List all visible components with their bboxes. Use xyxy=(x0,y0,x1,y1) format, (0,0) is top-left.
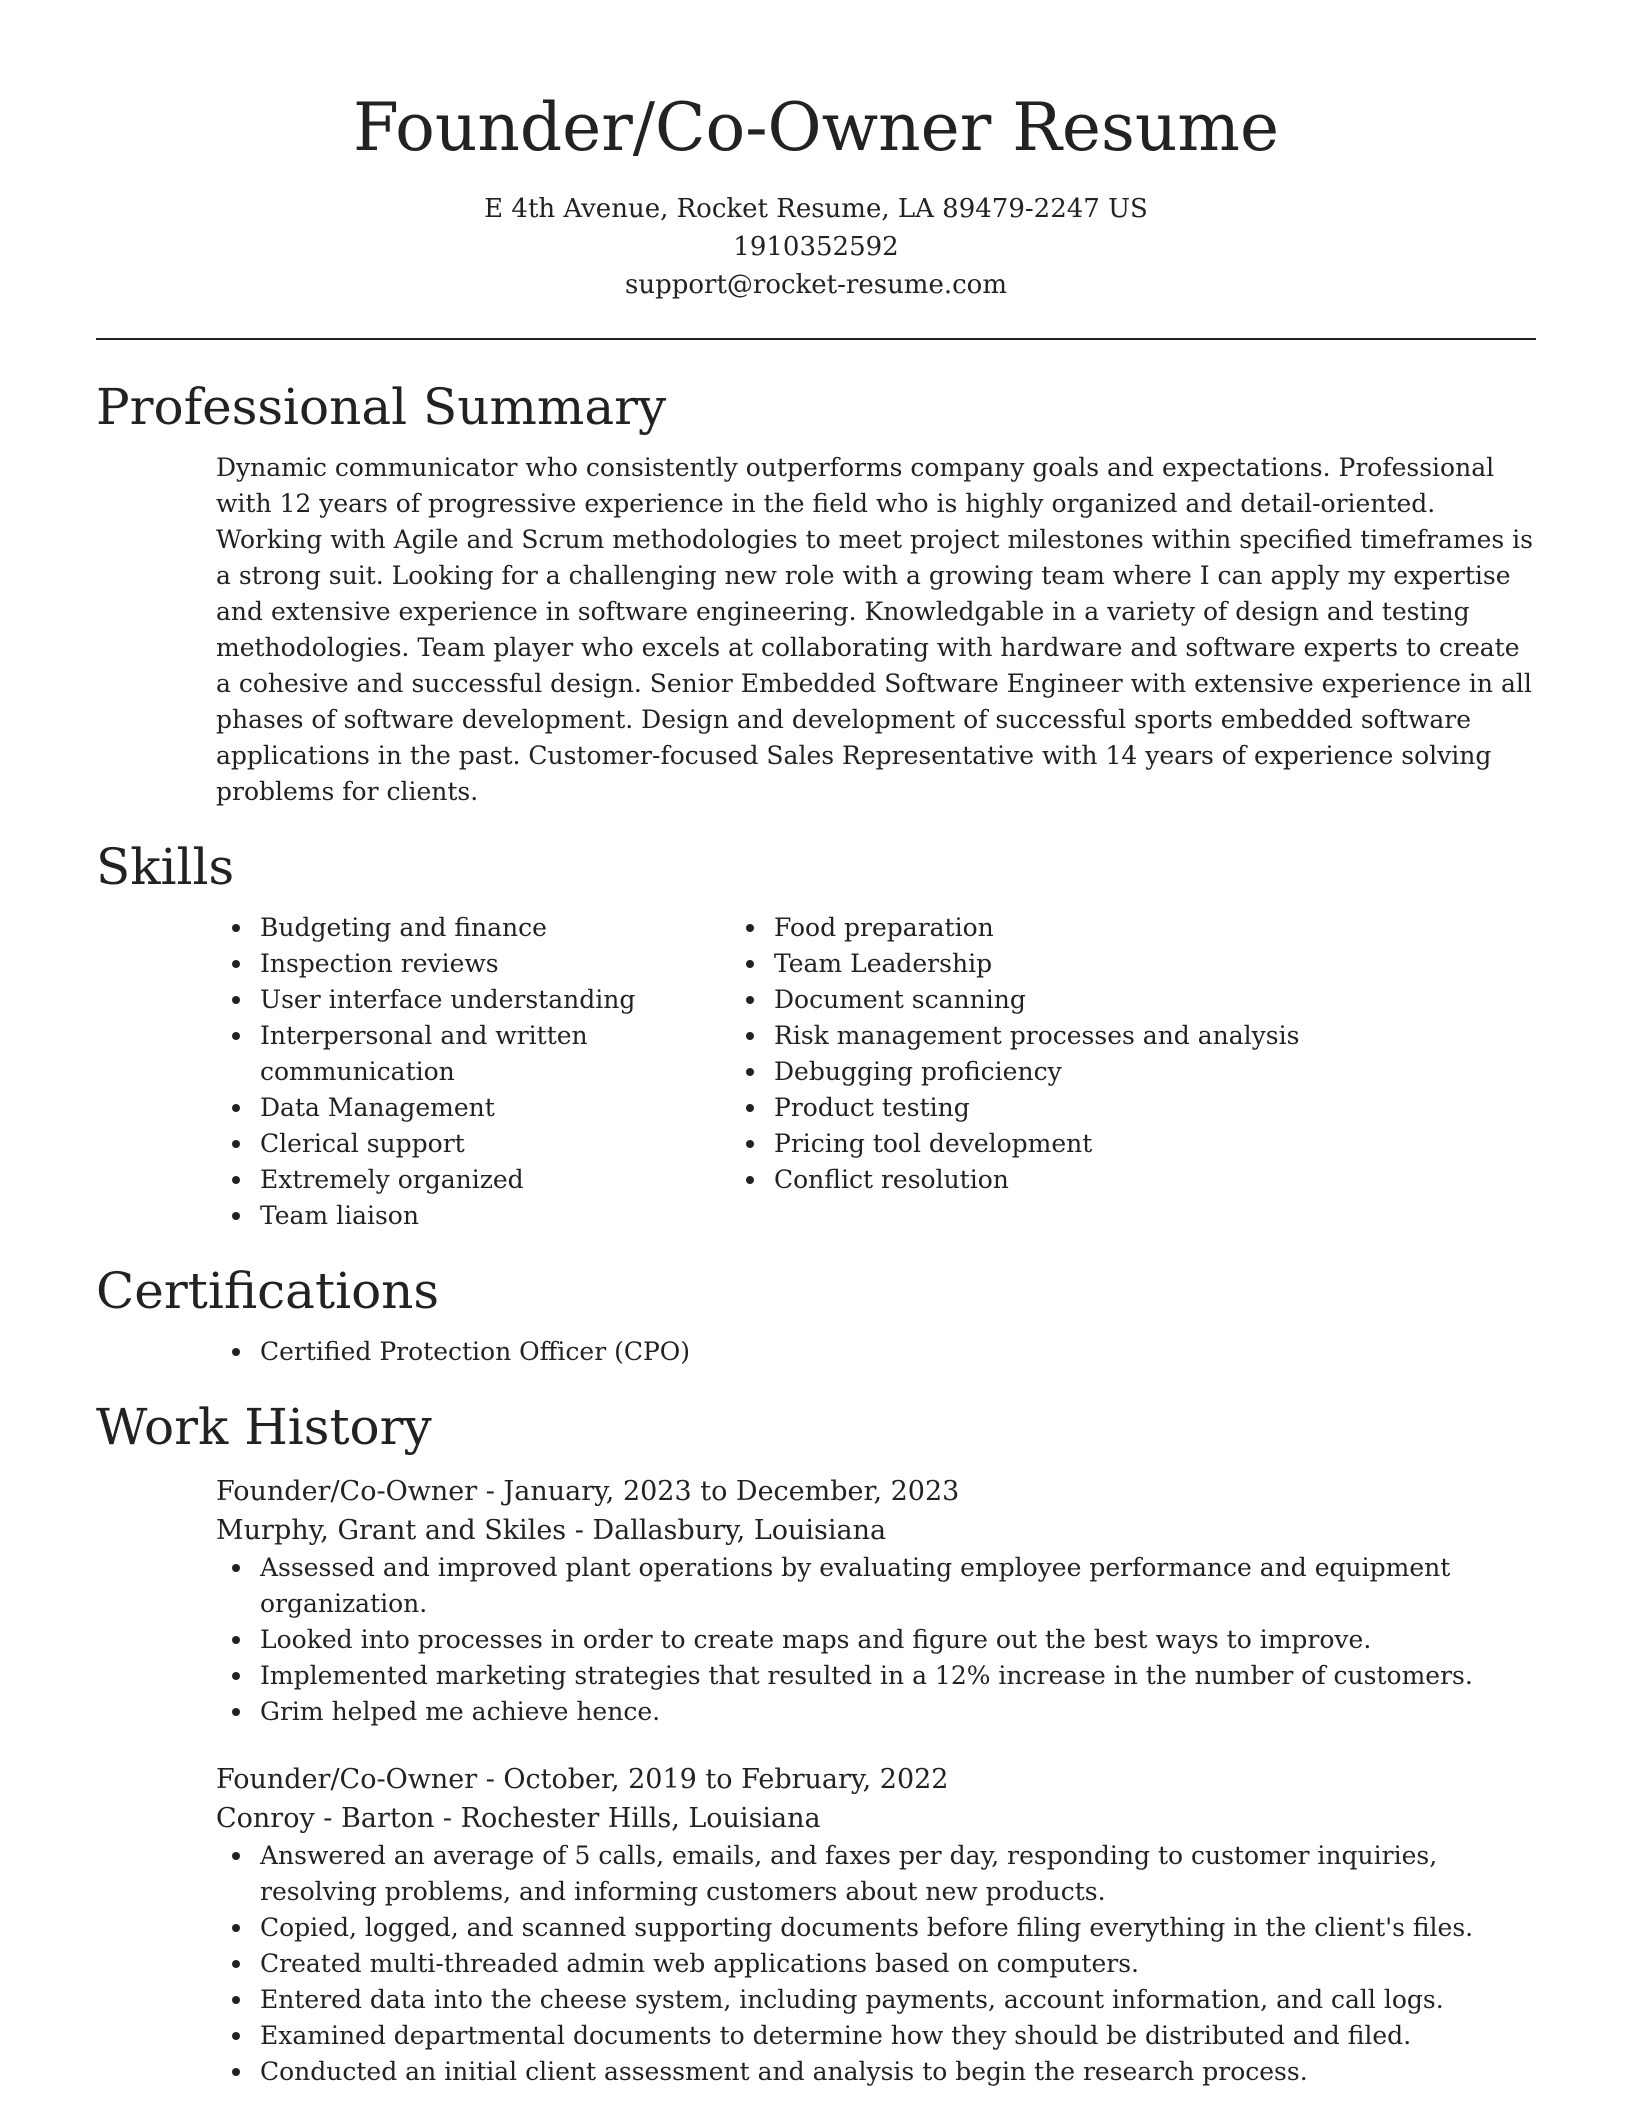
phone: 1910352592 xyxy=(733,232,899,262)
job-bullets xyxy=(96,1550,1480,1730)
email: support@rocket-resume.com xyxy=(624,270,1007,300)
resume-title: Founder/Co-Owner Resume xyxy=(352,89,1280,166)
job-bullets xyxy=(96,1838,1480,2090)
job-bullet: Copied, logged, and scanned supporting documents before filing everything in the client's files. xyxy=(260,1910,1480,1946)
skill-item: Inspection reviews xyxy=(260,946,746,982)
skills-column-left xyxy=(96,910,746,1234)
skill-item: Clerical support xyxy=(260,1126,746,1162)
skill-item: Interpersonal and written communication xyxy=(260,1018,746,1090)
skill-item: Pricing tool development xyxy=(774,1126,1446,1162)
professional-summary-section xyxy=(96,372,1536,810)
certifications-section xyxy=(96,1256,1536,1370)
address: E 4th Avenue, Rocket Resume, LA 89479-2247 US xyxy=(484,194,1148,224)
skill-item: Food preparation xyxy=(774,910,1446,946)
skill-item: User interface understanding xyxy=(260,982,746,1018)
job-company-line: Conroy - Barton - Rochester Hills, Louisiana xyxy=(216,1803,821,1834)
resume-header xyxy=(96,0,1536,304)
skill-item: Team Leadership xyxy=(774,946,1446,982)
job-company-line: Murphy, Grant and Skiles - Dallasbury, Louisiana xyxy=(216,1515,887,1546)
job-bullet: Implemented marketing strategies that resulted in a 12% increase in the number of customers. xyxy=(260,1658,1480,1694)
contact-block xyxy=(96,190,1536,304)
summary-text: Dynamic communicator who consistently outperforms company goals and expectations. Professional with 12 years of progressive experience in the field who is highly organized and detail-oriented. Working with Agile and Scrum methodologies to meet project milestones within specified timeframes is a strong suit. Looking for a challenging new role with a growing team where I can apply my expertise and extensive experience in software engineering. Knowledgable in a variety of design and testing methodologies. Team player who excels at collaborating with hardware and software experts to create a cohesive and successful design. Senior Embedded Software Engineer with extensive experience in all phases of software development. Design and development of successful sports embedded software applications in the past. Customer-focused Sales Representative with 14 years of experience solving problems for clients. xyxy=(216,453,1533,806)
job-entry xyxy=(96,1472,1536,1730)
job-bullet: Examined departmental documents to determine how they should be distributed and filed. xyxy=(260,2018,1480,2054)
section-title-certifications: Certifications xyxy=(96,1262,440,1320)
certification-item: Certified Protection Officer (CPO) xyxy=(260,1334,1536,1370)
job-bullet: Entered data into the cheese system, including payments, account information, and call logs. xyxy=(260,1982,1480,2018)
job-title-line: Founder/Co-Owner - January, 2023 to December, 2023 xyxy=(216,1476,960,1507)
skills-column-right xyxy=(746,910,1446,1234)
section-title-work-history: Work History xyxy=(96,1398,432,1456)
job-bullet: Answered an average of 5 calls, emails, and faxes per day, responding to customer inquiries, resolving problems, and informing customers about new products. xyxy=(260,1838,1480,1910)
job-bullet: Created multi-threaded admin web applications based on computers. xyxy=(260,1946,1480,1982)
section-title-skills: Skills xyxy=(96,838,235,896)
job-bullet: Grim helped me achieve hence. xyxy=(260,1694,1480,1730)
skill-item: Data Management xyxy=(260,1090,746,1126)
skills-section xyxy=(96,832,1536,1234)
skill-item: Team liaison xyxy=(260,1198,746,1234)
job-entry xyxy=(96,1760,1536,2090)
header-divider xyxy=(96,338,1536,340)
job-bullet: Conducted an initial client assessment and analysis to begin the research process. xyxy=(260,2054,1480,2090)
section-title-summary: Professional Summary xyxy=(96,378,667,436)
skill-item: Budgeting and finance xyxy=(260,910,746,946)
job-title-line: Founder/Co-Owner - October, 2019 to February, 2022 xyxy=(216,1764,949,1795)
job-bullet: Looked into processes in order to create maps and figure out the best ways to improve. xyxy=(260,1622,1480,1658)
skills-grid xyxy=(96,910,1536,1234)
job-bullet: Assessed and improved plant operations by evaluating employee performance and equipment organization. xyxy=(260,1550,1480,1622)
skill-item: Debugging proficiency xyxy=(774,1054,1446,1090)
skill-item: Conflict resolution xyxy=(774,1162,1446,1198)
skill-item: Risk management processes and analysis xyxy=(774,1018,1446,1054)
resume-page xyxy=(96,0,1536,2090)
skill-item: Product testing xyxy=(774,1090,1446,1126)
work-history-section xyxy=(96,1392,1536,2090)
skill-item: Extremely organized xyxy=(260,1162,746,1198)
skill-item: Document scanning xyxy=(774,982,1446,1018)
